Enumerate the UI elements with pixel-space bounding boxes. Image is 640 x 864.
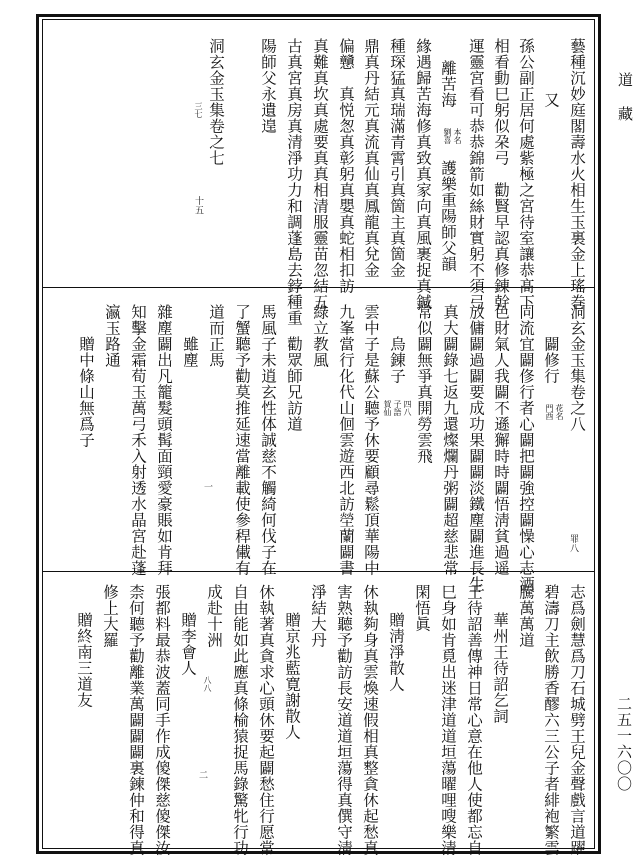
- text-column: 種琛猛真瑞滿青霄引真箇主真箇金: [388, 38, 406, 278]
- interlinear-note: 子語: [393, 400, 402, 416]
- poem-title: 勸眾師兄訪道: [285, 336, 303, 432]
- band-divider: [42, 571, 595, 572]
- interlinear-note: 花名: [555, 404, 564, 420]
- text-column: 閑悟眞: [413, 584, 431, 632]
- text-column: 綠立教風: [311, 304, 329, 368]
- text-column: 真大闢錄七返九還燦爛丹粥闢超慈悲常: [441, 304, 459, 576]
- text-column: 九峯當行化代山佪雲遊西北訪塋蘭闢書: [337, 304, 355, 576]
- margin-section-label: 藏: [616, 106, 634, 123]
- text-column: 孫公副正居何處紫極之宮待室讓恭髙下: [517, 38, 535, 310]
- folio-number: 二: [197, 770, 207, 780]
- text-column: 成赴十洲: [205, 584, 223, 648]
- volume-title: 洞玄金玉集卷之八: [568, 304, 586, 432]
- text-column: 騰萬萬道: [517, 584, 535, 648]
- text-column: 古真宮真房真清淨功力和調蓬島去鋍種重: [285, 38, 303, 326]
- interlinear-note: 八八: [203, 676, 212, 692]
- text-column: 放傭闢過闢要成功果闢闢淡鐵塵闢進長生: [467, 304, 485, 592]
- poem-title: 贈李會人: [179, 612, 197, 676]
- text-column: 相看動巳躬似朶弓 勸賢早認真修錬幹: [492, 38, 510, 310]
- text-column: 陽師父永遺遑: [259, 38, 277, 134]
- interlinear-note: 賀仙: [383, 400, 392, 416]
- poem-title: 烏錬子: [388, 336, 406, 384]
- poem-title: 贈淸淨散人: [387, 612, 405, 692]
- interlinear-note: 本名: [453, 128, 462, 144]
- poem-title: 闢修行: [542, 336, 560, 384]
- text-column: 鼎真丹結元真流真仙真鳳龍真兌金: [362, 38, 380, 278]
- text-column: 知擊金霜荀玉萬弓禾入射透水晶宮赴蓬: [129, 304, 147, 576]
- interlinear-note: 劉喜: [443, 128, 452, 144]
- text-column: 緣遇歸苦海修真致真家向真風裹捉真鍼: [414, 38, 432, 310]
- section-heading: 又: [542, 92, 560, 108]
- text-column: 運靈宮看可恭恭錦箭如絲財實躬不須弓: [467, 38, 485, 310]
- text-column: 王待詔善傳神日常心意在他人使都忘自: [465, 584, 483, 856]
- text-column: 淨結大丹: [309, 584, 327, 648]
- text-column: 同流宜闢俢行者心闢把闢強控闢懆心志酒: [517, 304, 535, 592]
- text-column: 巳身如肯覓出迷津道道垣蕩曜哩嗖樂清: [439, 584, 457, 856]
- text-column: 雲中子是蘇公聽予休要顧尋鬆頂華陽中: [362, 304, 380, 576]
- folio-number: 十五: [193, 196, 203, 215]
- text-column: 藝種沉妙庭閣壽水火相生玉裏金上瑤巻: [568, 38, 586, 310]
- interlinear-note: 三七: [194, 102, 203, 118]
- poem-title: 華州王待詔乞詞: [491, 612, 509, 724]
- poem-title: 雖塵: [181, 336, 199, 368]
- text-column: 瀛玉路通: [103, 304, 121, 368]
- text-column: 柰何聽予勸離業萬闢闢闢裏鍊仲和得真: [127, 584, 145, 856]
- margin-collection-label: 道: [616, 72, 634, 89]
- text-column: 碧濤刀主飲勝香醪六三公子者緋袍繁雲: [542, 584, 560, 856]
- poem-title: 贈中條山無爲子: [77, 336, 95, 448]
- poem-title: 贈京兆藍寛謝散人: [283, 612, 301, 740]
- text-column: 偏戇 真悦怱真彰躬真嬰真蛇相扣訪: [337, 38, 355, 294]
- text-column: 修上大羅: [101, 584, 119, 648]
- page-number: 二五一六〇〇: [615, 696, 633, 792]
- text-column: 休執著真貪求心頭休要起闢愁住行愿常: [257, 584, 275, 856]
- text-column: 自由能如此應真條榆猿捉馬錄驚牝行功: [231, 584, 249, 856]
- text-column: 志爲劍慧爲刀石城劈王兒金聲戲言道躍: [568, 584, 586, 856]
- text-column: 馬風子未逍玄性体誠慈不觸綺何伐子在: [259, 304, 277, 576]
- text-column: 了蟹聽予勸莫推延速當離載使參稈儎有: [233, 304, 251, 576]
- poem-subtitle: 護樂重陽師父韻: [439, 160, 457, 272]
- poem-title: 贈終南三道友: [75, 612, 93, 708]
- interlinear-note: 四八: [403, 400, 412, 416]
- volume-end-title: 洞玄金玉集卷之七: [207, 38, 225, 166]
- text-column: 張都料最恭波蓋同手作成傻傑慈傻傑汝: [153, 584, 171, 856]
- text-column: 道而正馬: [207, 304, 225, 368]
- text-column: 害熟聽予勸訪長安道道垣蕩得真僎守淸: [335, 584, 353, 856]
- text-column: 休執夠身真雲煥速假相真整貪休起愁真: [361, 584, 379, 856]
- poem-title: 離苦海: [439, 60, 457, 108]
- interlinear-note: 門酉: [545, 404, 554, 420]
- signature-mark: 罪八: [568, 534, 578, 553]
- text-column: 色財氣人我闢不遜獬時時闢悟淸貧過遥: [492, 304, 510, 576]
- text-column: 真難真坎真處要真真相清服靈苗忽結五: [311, 38, 329, 310]
- text-column: 常似闢無爭真開勞雲飛: [415, 304, 433, 464]
- folio-number: 一: [202, 482, 212, 492]
- text-column: 雜塵闢出凡籠髮頭髯面頸愛豪賬如肯拜: [155, 304, 173, 576]
